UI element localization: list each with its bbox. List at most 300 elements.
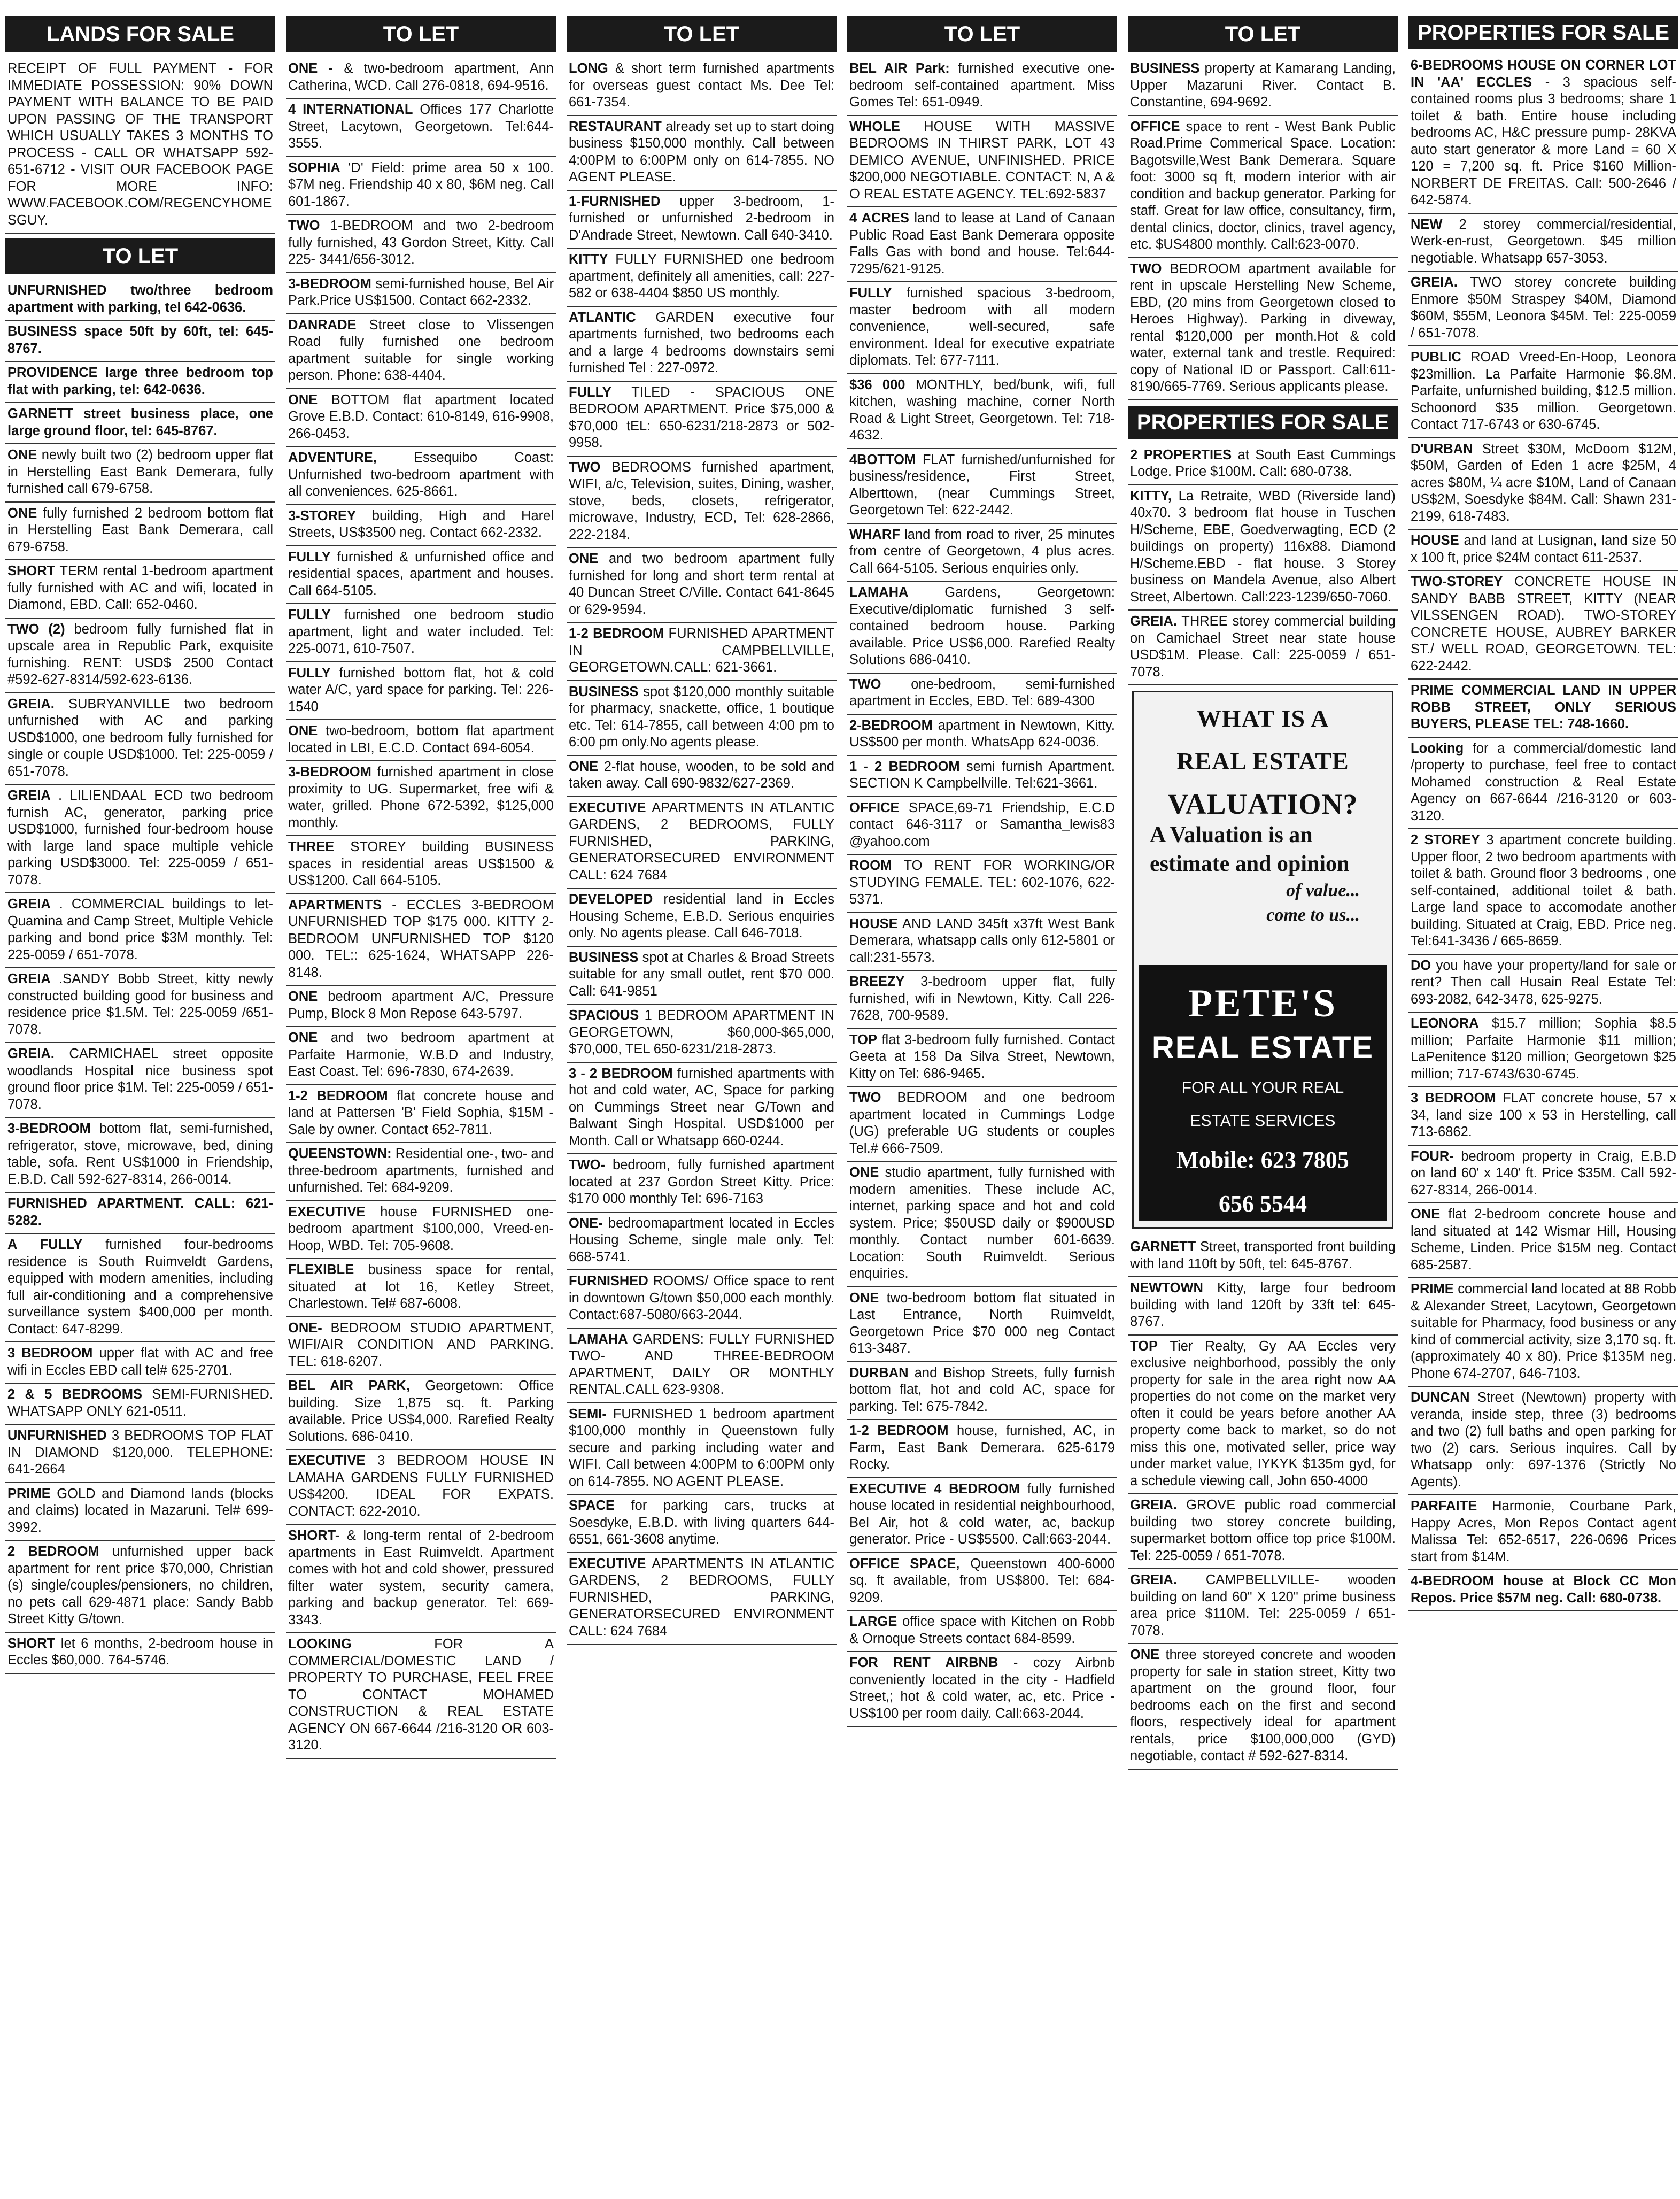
ad-lead: GREIA — [7, 788, 51, 803]
ad-lead: 6-BEDROOMS HOUSE ON CORNER LOT IN 'AA' ECCLES — [1411, 58, 1676, 90]
classified-ad — [286, 836, 556, 894]
classified-ad — [567, 1063, 837, 1155]
ad-text: APARTMENTS IN ATLANTIC GARDENS, 2 BEDROOMS, FULLY FURNISHED, PARKING, GENERATORSECURED ENVIRONMENT CALL: 624 7684 — [569, 800, 834, 883]
ad-text: Street (Newtown) property with veranda, inside step, three (3) bedrooms and two (2) full baths and open parking for two (2) cars. Serious inquires. Call by Whatsapp only: 697-1376 (Strictly No Agents). — [1411, 1390, 1676, 1490]
classified-ad — [5, 1342, 275, 1384]
classified-ad — [286, 662, 556, 721]
ad-lead: LAMAHA — [569, 1331, 628, 1347]
classified-ad — [286, 1259, 556, 1317]
ad-lead: TOP — [849, 1032, 877, 1047]
ad-text: BEDROOMS furnished apartment, WIFI, a/c, Television, suites, Dining, washer, stove, beds, closets, refrigerator, microwave, Industry, ECD, Tel: 628-2866, 222-2184. — [569, 459, 834, 542]
ad-text: CONCRETE HOUSE IN SANDY BABB STREET, KITTY (NEAR VILSSENGEN ROAD). TWO-STOREY CONCRETE HOUSE, AUBREY BARKER ST./ WELL ROAD, GEORGETOWN. TEL: 622-2442. — [1411, 574, 1676, 674]
ad-lead: UNFURNISHED — [7, 283, 107, 298]
classified-ad — [847, 756, 1117, 797]
ad-text: three storeyed concrete and wooden property for sale in station street, Kitty two apartment on the ground floor, four bedrooms each on the first and second floors, respectively ideal for apartment rentals, price $100,000,000 (GYD) negotiable, contact # 592-627-8314. — [1130, 1647, 1396, 1763]
classified-ad — [5, 1425, 275, 1483]
ad-lead: FURNISHED — [569, 1274, 648, 1288]
ad-text: large three bedroom top flat with parking, tel: 642-0636. — [7, 365, 273, 397]
advert-headline: REAL ESTATE — [1176, 747, 1349, 775]
classified-ad — [847, 58, 1117, 116]
ad-lead: QUEENSTOWN: — [288, 1146, 392, 1161]
classified-ad — [5, 1384, 275, 1425]
ad-text: commercial land located at 88 Robb & Alexander Street, Lacytown, Georgetown suitable for Pharmacy, food business or any kind of commercial activity, size 3,170 sq. ft. (approximately 40 x 80). Price $135M neg. Phone 674-2707, 646-7103. — [1411, 1282, 1676, 1381]
ad-text: HOUSE WITH MASSIVE BEDROOMS IN THIRST PARK, LOT 43 DEMICO AVENUE, UNFINISHED. PRICE $200,000 NEGOTIABLE. CONTACT: N, A & O REAL ESTATE AGENCY. TEL:692-5837 — [849, 119, 1115, 202]
ad-lead: ONE — [849, 1290, 879, 1306]
ad-lead: SHORT — [7, 1635, 56, 1651]
ad-text: FURNISHED 1 bedroom apartment $100,000 monthly in Queenstown fully secure and parking including water and WIFI. Call between 4:00PM to 6:00PM only on 614-7855. NO AGENT PLEASE. — [569, 1406, 834, 1489]
classified-ad — [1128, 485, 1398, 611]
classified-ad — [1128, 116, 1398, 258]
ad-text: building, High and Harel Streets, US$3500 neg. Contact 662-2332. — [288, 508, 554, 540]
classified-ad — [5, 280, 275, 321]
classified-ad — [847, 1362, 1117, 1421]
ad-lead: GREIA. — [1411, 275, 1458, 290]
ad-lead: FULLY — [288, 549, 331, 565]
classified-ad — [567, 623, 837, 681]
advert-mobile: Mobile: 623 7805 — [1176, 1147, 1349, 1173]
ads-list — [1128, 58, 1398, 400]
classified-ad — [5, 403, 275, 444]
ad-text: for parking cars, trucks at Soesdyke, E.B.D. with living quarters 644-6551, 661-3608 anytime. — [569, 1498, 834, 1547]
ad-lead: BUSINESS — [7, 324, 78, 339]
ad-text: - cozy Airbnb conveniently located in the city - Hadfield Street,; hot & cold water, ac, etc. Price - US$100 per room daily. Call:663-2044. — [849, 1655, 1115, 1721]
ad-lead: ONE- — [288, 1320, 322, 1336]
classified-ad — [1128, 1336, 1398, 1495]
ad-text: GOLD and Diamond lands (blocks and claims) located in Mazaruni. Tel# 699-3992. — [7, 1486, 273, 1535]
ad-text: RECEIPT OF FULL PAYMENT - FOR IMMEDIATE POSSESSION: 90% DOWN PAYMENT WITH BALANCE TO BE PAID UPON PASSING OF THE TRANSPORT WHICH USUALLY TAKES 3 MONTHS TO PROCESS - CALL OR WHATSAPP 592-651-6712 - VISIT OUR FACEBOOK PAGE FOR MORE INFO: WWW.FACEBOOK.COM/REGENCYHOMESGUY. — [7, 61, 273, 228]
ad-text: FULLY FURNISHED one bedroom apartment, definitely all amenities, call: 227-582 or 638-4404 $850 US monthly. — [569, 252, 834, 300]
classified-ad — [847, 1087, 1117, 1162]
ad-lead: 3 BEDROOM — [7, 1346, 93, 1361]
ad-text: house FURNISHED one-bedroom apartment $100,000, Vreed-en-Hoop, WBD. Tel: 705-9608. — [288, 1204, 554, 1253]
ad-lead: EXECUTIVE — [569, 800, 646, 815]
ad-text: BOTTOM flat apartment located Grove E.B.D. Contact: 610-8149, 616-9908, 266-0453. — [288, 392, 554, 441]
ad-text: furnished one bedroom studio apartment, light and water included. Tel: 225-0071, 610-7507. — [288, 607, 554, 656]
brand-name: PETE'S — [1188, 982, 1337, 1025]
section-header: TO LET — [5, 238, 275, 274]
classified-ad — [847, 116, 1117, 208]
ad-lead: HOUSE — [1411, 533, 1459, 548]
advert-subline: come to us... — [1266, 905, 1360, 925]
ad-text: 3-bedroom upper flat, fully furnished, wifi in Newtown, Kitty. Call 226-7628, 700-9589. — [849, 974, 1115, 1023]
classified-ad — [567, 1553, 837, 1645]
ad-lead: TOP — [1130, 1338, 1158, 1354]
classified-ad — [5, 1118, 275, 1193]
ad-lead: ONE — [7, 447, 37, 462]
ad-text: . COMMERCIAL buildings to let-Quamina and Camp Street, Multiple Vehicle parking and bond price $3M monthly. Tel: 225-0059 / 651-7078. — [7, 897, 273, 962]
ad-text: 3 apartment concrete building. Upper floor, 2 two bedroom apartments with toilet & bath. Ground floor 3 bedrooms , one self-contained, additional toilet & bath. Large land space to accomodate another building. Situated at Craig, EBD. Price neg. Tel:641-3436 / 665-8659. — [1411, 832, 1676, 948]
ad-text: 3 BEDROOM HOUSE IN LAMAHA GARDENS FULLY FURNISHED US$4200. IDEAL FOR EXPATS. CONTACT: 622-2010. — [288, 1453, 554, 1519]
ads-list — [286, 58, 556, 1759]
ad-lead: TWO — [1130, 261, 1162, 276]
ad-text: 1 BEDROOM APARTMENT IN GEORGETOWN, $60,000-$65,000, $70,000, TEL 650-6231/218-2873. — [569, 1008, 835, 1056]
classified-ad — [567, 1403, 837, 1495]
ad-text: let 6 months, 2-bedroom house in Eccles $60,000. 764-5746. — [7, 1635, 273, 1668]
ad-lead: 1-2 BEDROOM — [849, 1423, 949, 1438]
ad-lead: 2 PROPERTIES — [1130, 447, 1232, 462]
ad-lead: ONE — [1411, 1207, 1441, 1222]
ad-text: SEMI-FURNISHED. WHATSAPP ONLY 621-0511. — [7, 1387, 273, 1419]
ad-text: 2-flat house, wooden, to be sold and taken away. Call 690-9832/627-2369. — [569, 759, 834, 791]
section-header: LANDS FOR SALE — [5, 16, 275, 52]
ad-lead: $36 000 — [849, 377, 905, 392]
ad-lead: LOOKING — [288, 1637, 352, 1652]
ad-text: bedroomapartment located in Eccles Housing Scheme, single male only. Tel: 668-5741. — [569, 1215, 834, 1264]
classified-ad — [5, 503, 275, 561]
classified-ad — [1408, 571, 1678, 680]
classified-ad — [5, 1633, 275, 1674]
ad-text: and land at Lusignan, land size 50 x 100 ft, price $24M contact 611-2537. — [1411, 533, 1676, 565]
ad-lead: 2 BEDROOM — [7, 1544, 99, 1559]
ad-lead: LARGE — [849, 1614, 897, 1629]
ad-text: property at Kamarang Landing, Upper Mazaruni River. Contact B. Constantine, 694-9692. — [1130, 61, 1396, 110]
ad-lead: 3-STOREY — [288, 508, 357, 523]
classified-ad — [847, 715, 1117, 756]
column-lands-for-sale — [5, 16, 275, 2187]
ad-text: FLAT furnished/unfurnished for business/residence, First Street, Alberttown, (near Cummings Street, Georgetown Tel: 622-2442. — [849, 452, 1116, 518]
ad-lead: D'URBAN — [1411, 441, 1473, 457]
ad-text: Offices 177 Charlotte Street, Lacytown, Georgetown. Tel:644-3555. — [288, 102, 554, 151]
classified-ad — [286, 1317, 556, 1376]
ad-text: ROOMS/ Office space to rent in downtown G/town $50,000 each monthly. Contact:687-5080/663-2044. — [569, 1274, 834, 1322]
ad-lead: BEL AIR Park: — [849, 61, 950, 76]
ad-lead: 3-BEDROOM — [288, 765, 371, 780]
classified-ad — [847, 1162, 1117, 1287]
classified-ad — [286, 1085, 556, 1144]
ad-text: for a commercial/domestic land /property to purchase, feel free to contact Mohamed construction & Real Estate Agency on 667-6644 /216-3120 or 603-3120. — [1411, 740, 1676, 823]
ad-lead: ROOM — [849, 858, 892, 873]
ad-text: bedroom apartment A/C, Pressure Pump, Block 8 Mon Repose 643-5797. — [288, 989, 554, 1021]
ad-text: STOREY building BUSINESS spaces in residential areas US$1500 & US$1200. Call 664-5105. — [288, 839, 554, 888]
ad-text: Harmonie, Courbane Park, Happy Acres, Mon Repos Contact agent Malissa Tel: 652-6517, 226-0696 Prices start from $14M. — [1411, 1499, 1676, 1564]
ad-text: and Bishop Streets, fully furnish bottom flat, hot and cold AC, space for parking. Tel: 675-7842. — [849, 1365, 1115, 1414]
ad-lead: OFFICE — [1130, 119, 1180, 134]
ad-text: Essequibo Coast: Unfurnished two-bedroom apartment with all conveniences. 625-8661. — [288, 450, 554, 499]
ad-text: - 3 spacious self-contained rooms plus 3 bedrooms; share 1 toilet & bath. Entire house including bedrooms AC, H&C pressure pump- 28KVA auto start generator & more Land = 60 X 120 = 7,200 sq. ft. Price $160 Million- NORBERT DE FREITAS. Call: 500-2646 / 642-5874. — [1411, 74, 1676, 207]
ad-text: land to lease at Land of Canaan Public Road East Bank Demerara opposite Falls Gas with bond and house. Tel:644-7295/621-9125. — [849, 211, 1115, 276]
column-to-let-5 — [1128, 16, 1398, 2187]
ad-text: furnished four-bedrooms residence is South Ruimveldt Gardens, equipped with modern amenities, including full air-conditioning and a comprehensive surveillance system $400,000 per month. Contact: 647-8299. — [7, 1237, 273, 1337]
classified-ad — [1408, 1278, 1678, 1387]
ad-lead: ONE — [288, 1030, 318, 1045]
ad-text: two-bedroom bottom flat situated in Last Entrance, North Ruimveldt, Georgetown Price $70 000 neg Contact 613-3487. — [849, 1290, 1115, 1356]
classified-ad — [567, 58, 837, 116]
ad-text: bedroom, fully furnished apartment located at 237 Gordon Street Kitty. Price: $170 000 monthly Tel: 696-7163 — [569, 1158, 834, 1206]
classified-ad — [1408, 272, 1678, 346]
classified-ad — [847, 674, 1117, 715]
ad-text: BEDROOM apartment available for rent in upscale Herstelling New Scheme, EBD, (20 mins from Georgetown closed to Heroes Highway). Parking in diveway, rental $120,000 per month.Hot & cold water, external tank and trestle. Required: copy of National ID or Passport. Call:611-8190/665-7769. Serious applicants please. — [1130, 261, 1396, 394]
ad-lead: ONE — [569, 759, 599, 774]
ad-text: TWO storey concrete building Enmore $50M Straspey $40M, Diamond $60M, $55M, Leonora $45M. Tel: 225-0059 / 651-7078. — [1411, 275, 1677, 341]
classified-ad — [286, 1143, 556, 1201]
ad-text: unfurnished upper back apartment for rent price $70,000, Christian (s) single/couples/pensioners, no children, no pets call 629-4871 place: Sandy Babb Street Kitty G/town. — [7, 1544, 273, 1626]
ad-lead: 3-BEDROOM — [288, 276, 371, 291]
classified-ad — [1408, 438, 1678, 530]
ad-lead: SHORT- — [288, 1528, 340, 1543]
ad-text: space to rent - West Bank Public Road.Prime Commerical Space. Location: Bagotsville,West Bank Demerara. Square foot: 3000 sq ft, modern interior with air condition and backup generator. Parking for staff. Great for law office, consultancy, firm, dental clinics, doctor, clinics, travel agency, etc. $US4800 monthly. Call:623-0070. — [1130, 119, 1396, 252]
classified-ad — [1408, 738, 1678, 830]
column-to-let-4 — [847, 16, 1117, 2187]
ad-lead: Looking — [1411, 740, 1464, 756]
ad-lead: ONE — [7, 505, 37, 521]
classified-ad — [567, 249, 837, 307]
ad-lead: GREIA. — [7, 696, 55, 712]
classified-ad — [5, 1234, 275, 1342]
ad-lead: FOUR- — [1411, 1148, 1454, 1164]
ad-lead: FULLY — [288, 607, 331, 622]
ad-lead: BUSINESS — [569, 950, 639, 965]
ad-text: flat 3-bedroom fully furnished. Contact Geeta at 158 Da Silva Street, Newtown, Kitty on Tel: 686-9465. — [849, 1032, 1115, 1081]
ad-lead: GREIA. — [1130, 1572, 1177, 1587]
classified-ad — [567, 307, 837, 382]
classified-ad — [286, 1027, 556, 1085]
ad-lead: 4 INTERNATIONAL — [288, 102, 413, 117]
ad-text: - & two-bedroom apartment, Ann Catherina, WCD. Call 276-0818, 694-9516. — [288, 61, 554, 93]
ad-lead: LAMAHA — [849, 585, 909, 600]
ad-lead: TWO — [569, 459, 601, 475]
ad-lead: THREE — [288, 839, 335, 854]
ad-lead: ONE- — [569, 1215, 603, 1231]
classified-ad — [5, 619, 275, 693]
ads-list — [847, 58, 1117, 1727]
ad-lead: DEVELOPED — [569, 892, 653, 907]
section-header: TO LET — [286, 16, 556, 52]
ad-text: . LILIENDAAL ECD two bedroom furnish AC, generator, parking price USD$1000, furnished four-bedroom house with large land space multiple vehicle parking USD$3000. Tel: 225-0059 / 651-7078. — [7, 788, 273, 888]
ad-text: FLAT concrete house, 57 x 34, land size 100 x 53 in Herstelling, call 713-6862. — [1411, 1091, 1677, 1139]
ad-text: Residential one-, two- and three-bedroom apartments, furnished and unfurnished. Tel: 684-9209. — [288, 1146, 554, 1195]
classified-ad — [1128, 1277, 1398, 1336]
ad-lead: SHORT — [7, 564, 56, 578]
advert-headline: VALUATION? — [1167, 788, 1358, 820]
ad-lead: PUBLIC — [1411, 350, 1461, 365]
advert-subline: A Valuation is an — [1150, 823, 1313, 847]
ad-lead: TWO (2) — [7, 621, 65, 637]
ad-text: furnished & unfurnished office and residential spaces, apartment and houses. Call 664-5105. — [288, 549, 554, 598]
ad-text: TILED - SPACIOUS ONE BEDROOM APARTMENT. Price $75,000 & $70,000 tEL: 650-6231/218-2873 or 502-9958. — [569, 384, 835, 450]
classified-ad — [1408, 55, 1678, 214]
ad-text: 'D' Field: prime area 50 x 100. $7M neg. Friendship 40 x 80, $6M neg. Call 601-1867. — [288, 160, 554, 209]
ad-lead: PROVIDENCE — [7, 365, 98, 380]
classified-ad — [1128, 611, 1398, 685]
classified-ad — [1128, 258, 1398, 400]
ad-lead: DURBAN — [849, 1365, 909, 1380]
ad-lead: 4-BEDROOM — [1411, 1573, 1494, 1588]
classified-ad — [1128, 58, 1398, 116]
classified-ad — [1128, 1236, 1398, 1277]
classified-ad — [847, 1029, 1117, 1087]
ad-lead: ONE — [849, 1165, 879, 1180]
ad-text: Street close to Vlissengen Road fully furnished one bedroom apartment suitable for single working person. Phone: 638-4404. — [288, 317, 554, 383]
ad-lead: A FULLY — [7, 1237, 83, 1252]
ad-text: APARTMENT. CALL: 621-5282. — [7, 1196, 273, 1228]
classified-ad — [1128, 1569, 1398, 1644]
ad-lead: ONE — [569, 551, 599, 566]
ad-lead: 1-FURNISHED — [569, 194, 661, 209]
column-to-let-2 — [286, 16, 556, 2187]
ad-lead: PARFAITE — [1411, 1499, 1477, 1514]
classified-ad — [1128, 1644, 1398, 1770]
ad-text: TERM rental 1-bedroom apartment fully furnished with AC and wifi, located in Diamond, EBD. Call: 652-0460. — [7, 564, 274, 612]
ad-lead: SOPHIA — [288, 160, 340, 175]
ad-text: one-bedroom, semi-furnished apartment in Eccles, EBD. Tel: 689-4300 — [849, 676, 1115, 708]
classified-ad — [286, 1450, 556, 1525]
classified-ad — [567, 457, 837, 549]
ad-text: furnished apartments with hot and cold water, AC, Space for parking on Cummings Street near G/Town and Balwant Singh Hospital. USD$1000 per Month. Call or Whatsapp 660-0244. — [569, 1066, 835, 1148]
classified-ad — [847, 1287, 1117, 1362]
ad-text: flat 2-bedroom concrete house and land situated at 142 Wismar Hill, Housing Scheme, Linden. Price $15M neg. Contact 685-2587. — [1411, 1207, 1676, 1272]
ad-lead: FULLY — [849, 286, 892, 300]
ad-text: .SANDY Bobb Street, kitty newly constructed building good for business and residence price $1.5M. Tel: 225-0059 /651-7078. — [7, 971, 273, 1037]
ad-lead: WHOLE — [849, 119, 900, 134]
classified-ad — [847, 449, 1117, 524]
ad-lead: DO — [1411, 958, 1431, 973]
ad-text: already set up to start doing business $150,000 monthly. Call between 4:00PM to 6:00PM only on 614-7855. NO AGENT PLEASE. — [569, 119, 834, 184]
ad-lead: SPACE — [569, 1498, 615, 1513]
ad-lead: FLEXIBLE — [288, 1262, 354, 1277]
classified-ad — [847, 1420, 1117, 1478]
ad-text: and two bedroom apartment at Parfaite Harmonie, W.B.D and Industry, East Coast. Tel: 696-7830, 674-2639. — [288, 1030, 554, 1079]
ad-text: two/three bedroom apartment with parking, tel 642-0636. — [7, 283, 273, 315]
ad-text: flat concrete house and land at Pattersen 'B' Field Sophia, $15M - Sale by owner. Contact 652-7811. — [288, 1088, 554, 1137]
classified-ad — [286, 157, 556, 215]
classified-ad — [1408, 829, 1678, 955]
classified-ad — [847, 524, 1117, 582]
ad-text: COMMERCIAL LAND IN UPPER ROBB STREET, ONLY SERIOUS BUYERS, PLEASE TEL: 748-1660. — [1411, 683, 1676, 731]
classified-ad — [567, 1495, 837, 1553]
classified-ad — [5, 362, 275, 403]
ad-text: BEDROOM STUDIO APARTMENT, WIFI/AIR CONDITION AND PARKING. TEL: 618-6207. — [288, 1320, 554, 1369]
ad-lead: NEW — [1411, 217, 1443, 232]
classified-ad — [847, 582, 1117, 674]
ad-text: TO RENT FOR WORKING/OR STUDYING FEMALE. TEL: 602-1076, 622-5371. — [849, 858, 1115, 907]
ad-text: house, furnished, AC, in Farm, East Bank Demerara. 625-6179 Rocky. — [849, 1423, 1115, 1472]
classified-ad — [847, 855, 1117, 913]
classified-ad — [847, 913, 1117, 971]
classified-ad — [5, 58, 275, 234]
advert-services: FOR ALL YOUR REAL — [1181, 1079, 1344, 1097]
ad-lead: EXECUTIVE 4 BEDROOM — [849, 1481, 1020, 1496]
ads-list — [5, 58, 275, 234]
ad-lead: PRIME — [7, 1486, 51, 1501]
classified-ad — [5, 1193, 275, 1234]
ad-lead: TWO — [849, 676, 881, 692]
ad-text: GARDENS: FULLY FURNISHED TWO- AND THREE-BEDROOM APARTMENT, DAILY OR MONTHLY RENTAL.CALL 623-9308. — [569, 1331, 834, 1397]
ad-lead: BEL AIR PARK, — [288, 1378, 410, 1393]
classified-ad — [286, 546, 556, 605]
advert-services: ESTATE SERVICES — [1190, 1112, 1336, 1130]
classified-ad — [1408, 1387, 1678, 1495]
section-header: TO LET — [567, 16, 837, 52]
ad-text: Queenstown 400-6000 sq. ft available, from US$800. Tel: 684-9209. — [849, 1556, 1115, 1605]
ad-lead: OFFICE SPACE, — [849, 1556, 960, 1571]
classified-ad — [1408, 955, 1678, 1013]
ad-lead: TWO- — [569, 1158, 605, 1172]
ad-lead: BREEZY — [849, 974, 905, 989]
classified-ad — [567, 1213, 837, 1271]
classified-ad — [847, 374, 1117, 449]
ad-text: & short term furnished apartments for overseas guest contact Ms. Dee Tel: 661-7354. — [569, 61, 834, 110]
ad-text: SUBRYANVILLE two bedroom unfurnished with AC and parking USD$1000, one bedroom fully furnished for single or couple USD$1000. Tel: 225-0059 / 651-7078. — [7, 696, 273, 779]
ad-text: 1-BEDROOM and two 2-bedroom fully furnished, 43 Gordon Street, Kitty. Call 225- 3441/656-3012. — [288, 218, 554, 267]
classified-ad — [5, 444, 275, 503]
ad-text: bedroom fully furnished flat in upscale area in Republic Park, exquisite furnishing. RENT: USD$ 2500 Contact #592-627-8314/592-623-6136. — [7, 621, 273, 687]
ad-text: house at Block CC Mon Repos. Price $57M neg. Call: 680-0738. — [1411, 1573, 1676, 1606]
classified-ad — [5, 785, 275, 893]
classified-ad — [286, 505, 556, 546]
ad-text: furnished apartment in close proximity to UG. Supermarket, free wifi & water, grilled. Phone 672-5392, $125,000 monthly. — [288, 765, 554, 830]
section-header: PROPERTIES FOR SALE — [1128, 406, 1398, 439]
ad-text: and two bedroom apartment fully furnished for long and short term rental at 40 Duncan Street C/Ville. Contact 641-8645 or 629-9594. — [569, 551, 834, 617]
ad-lead: APARTMENTS — [288, 897, 382, 913]
ad-text: space 50ft by 60ft, tel: 645-8767. — [7, 324, 273, 356]
classified-ad — [1408, 1495, 1678, 1570]
classified-ad — [286, 273, 556, 314]
ad-lead: NEWTOWN — [1130, 1280, 1203, 1295]
ad-lead: 2 STOREY — [1411, 832, 1480, 847]
ad-text: CAMPBELLVILLE- wooden building on land 60" X 120" prime business area price $110M. Tel: 225-0059 / 651-7078. — [1130, 1572, 1396, 1638]
classified-ad — [286, 894, 556, 986]
classified-ad — [286, 604, 556, 662]
ad-text: newly built two (2) bedroom upper flat in Herstelling East Bank Demerara, fully furnished call 679-6758. — [7, 447, 273, 496]
ad-text: studio apartment, fully furnished with modern amenities. These include AC, internet, parking space and hot and cold system. Price; $50USD daily or $900USD monthly. Contact number 601-6639. Location: South Ruimveldt. Serious enquiries. — [849, 1165, 1115, 1281]
ad-text: furnished bottom flat, hot & cold water A/C, yard space for parking. Tel: 226-1540 — [288, 665, 554, 714]
ad-lead: GREIA — [7, 971, 51, 986]
ad-text: office space with Kitchen on Robb & Ornoque Streets contact 684-8599. — [849, 1614, 1115, 1646]
classified-ad — [1408, 1570, 1678, 1611]
ad-lead: FULLY — [569, 384, 611, 400]
ad-lead: ONE — [1130, 1647, 1160, 1662]
classified-ad — [286, 1201, 556, 1260]
classified-ad — [1408, 1146, 1678, 1204]
ad-text: upper 3-bedroom, 1-furnished or unfurnished 2-bedroom in D'Andrade Street, Newtown. Call 640-3410. — [569, 194, 834, 243]
ad-text: Georgetown: Office building. Size 1,875 sq. ft. Parking available. Price US$4,000. Rarefied Realty Solutions. 686-0410. — [288, 1378, 554, 1444]
classified-ad — [1408, 346, 1678, 438]
advert-brand-panel — [1139, 965, 1387, 1221]
classified-ad — [1408, 530, 1678, 571]
ad-lead: GARNETT — [7, 406, 74, 421]
ad-lead: FURNISHED — [7, 1196, 87, 1211]
classified-ad — [286, 761, 556, 836]
ad-text: upper flat with AC and free wifi in Eccles EBD call tel# 625-2701. — [7, 1346, 273, 1378]
ad-text: Kitty, large four bedroom building with land 120ft by 33ft tel: 645-8767. — [1130, 1280, 1396, 1329]
classified-ad — [5, 893, 275, 968]
advert-subline: of value... — [1286, 881, 1360, 900]
ad-lead: EXECUTIVE — [288, 1204, 366, 1220]
ad-lead: EXECUTIVE — [288, 1453, 366, 1468]
ad-text: & long-term rental of 2-bedroom apartments in East Ruimveldt. Apartment comes with hot and cold shower, pressured filter water system, security camera, parking and backup generator. Tel: 669-3343. — [288, 1528, 554, 1627]
ad-text: SPACE,69-71 Friendship, E.C.D contact 646-3117 or Samantha_lewis83 @yahoo.com — [849, 800, 1115, 849]
ad-lead: GREIA. — [1130, 614, 1177, 629]
classified-ad — [1408, 1013, 1678, 1087]
ads-list — [1128, 444, 1398, 686]
classified-ad — [5, 1541, 275, 1633]
classified-ad — [1408, 1203, 1678, 1278]
ad-lead: LONG — [569, 61, 608, 76]
ad-text: at South East Cummings Lodge. Price $100M. Call: 680-0738. — [1130, 447, 1396, 479]
ad-text: La Retraite, WBD (Riverside land) 40x70. 3 bedroom flat house in Tuschen H/Scheme, EBE, Goedverwagting, ECD (2 buildings on property) 116x88. Diamond H/Scheme.EBD - flat house. 3 Storey business on Mandela Avenue, also Albert Street, Albertown. Call:223-1239/650-7060. — [1130, 488, 1396, 605]
ad-text: 2 storey commercial/residential, Werk-en-rust, Georgetown. $45 million negotiable. Whatsapp 657-3053. — [1411, 217, 1676, 266]
ad-text: APARTMENTS IN ATLANTIC GARDENS, 2 BEDROOMS, FULLY FURNISHED, PARKING, GENERATORSECURED ENVIRONMENT CALL: 624 7684 — [569, 1556, 834, 1639]
ad-lead: 1-2 BEDROOM — [288, 1088, 388, 1104]
ad-text: you have your property/land for sale or rent? Then call Husain Real Estate Tel: 693-2082, 642-3478, 625-9275. — [1411, 958, 1676, 1007]
ad-text: THREE storey commercial building on Camichael Street near state house USD$1M. Please. Call: 225-0059 / 651-7078. — [1130, 614, 1396, 680]
ad-text: spot $120,000 monthly suitable for pharmacy, snackette, office, 1 boutique etc. Tel: 614-7855, call between 4:00 pm to 6:00 pm only.No agents please. — [569, 684, 834, 750]
ad-lead: TWO — [288, 218, 320, 233]
classified-ad — [567, 1329, 837, 1403]
classified-ad — [567, 1270, 837, 1329]
ad-text: bedroom property in Craig, E.B.D on land 60' x 140' ft. Price $35M. Call 592-627-8314, 266-0014. — [1411, 1148, 1676, 1198]
ad-lead: WHARF — [849, 527, 900, 542]
